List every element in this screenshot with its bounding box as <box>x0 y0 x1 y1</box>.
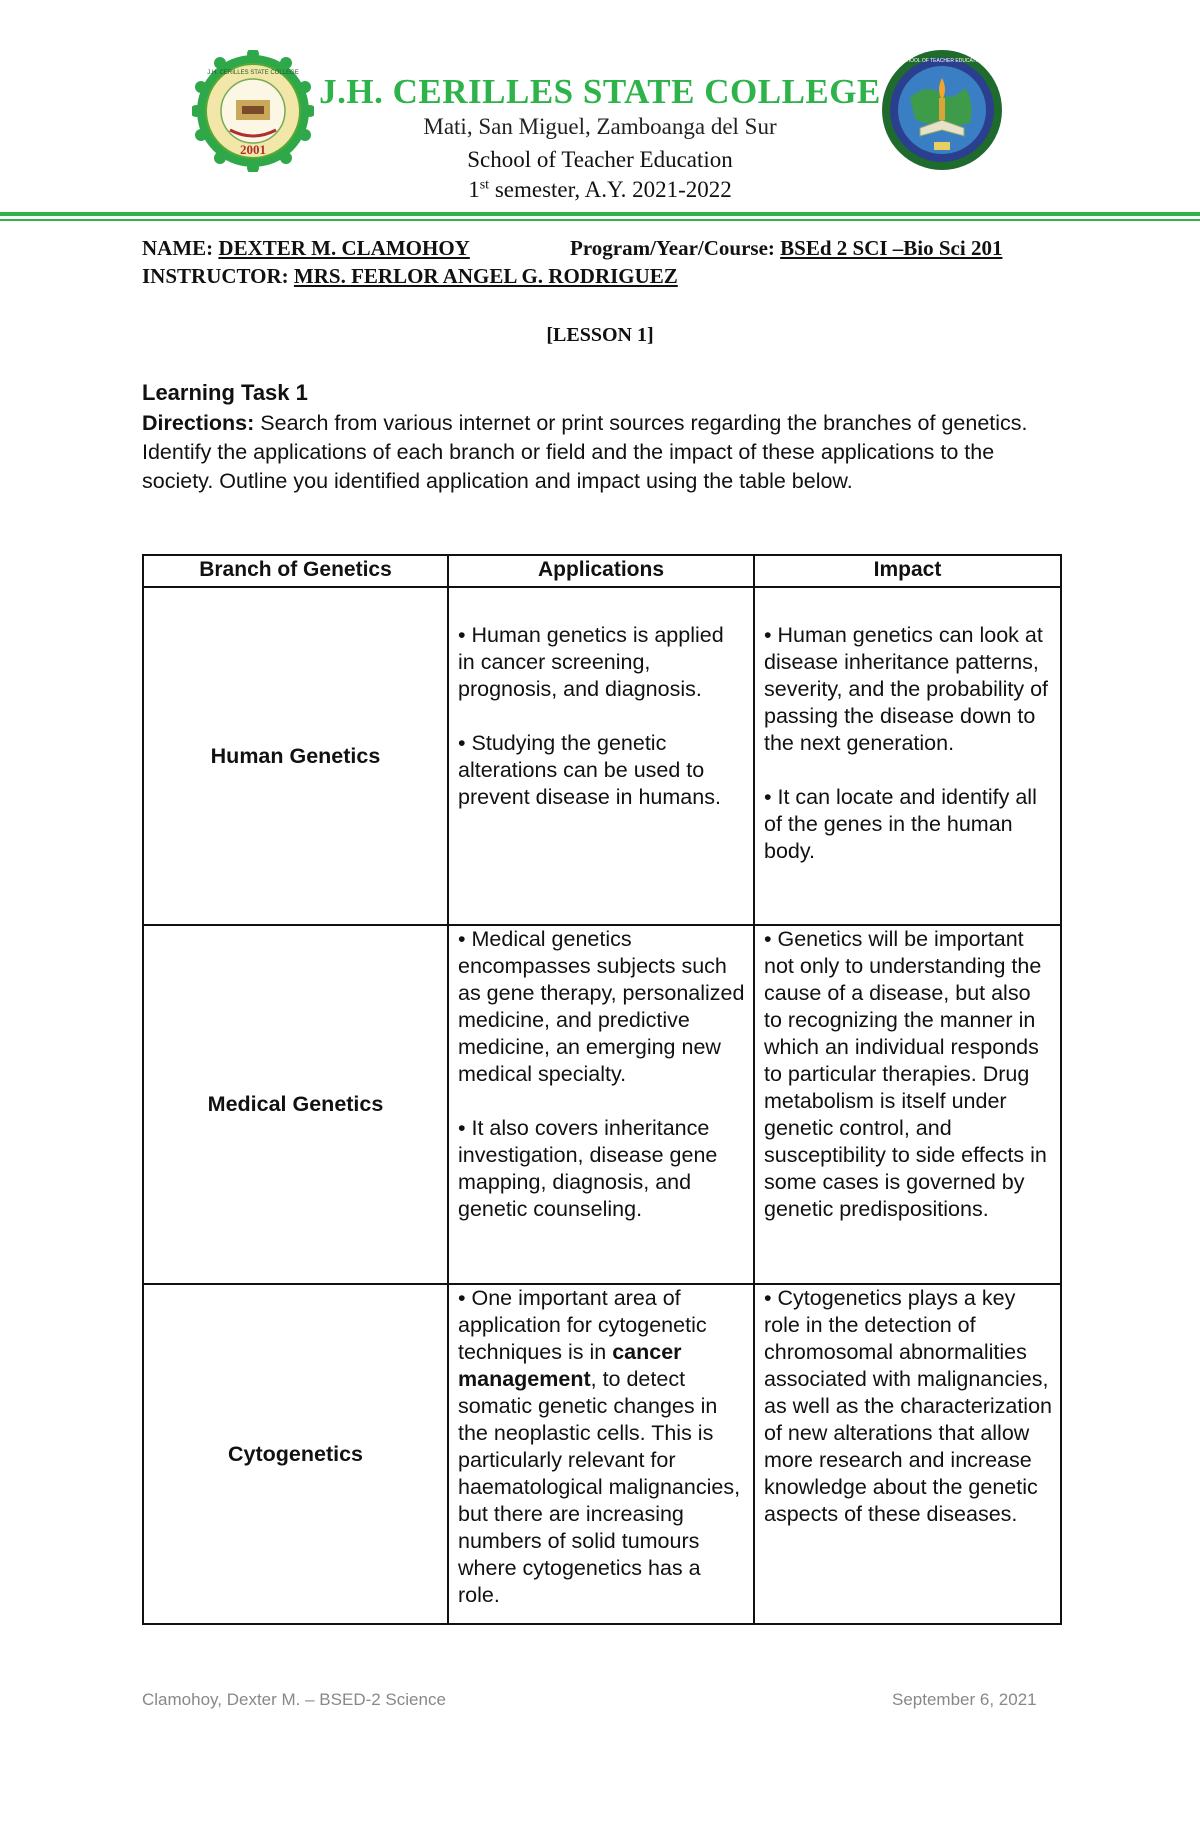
header-divider-thick <box>0 212 1200 216</box>
program-info: Program/Year/Course: BSEd 2 SCI –Bio Sci 201 <box>570 236 1003 260</box>
branch-cell: Cytogenetics <box>143 1284 448 1624</box>
genetics-table <box>142 554 1062 1625</box>
student-name: NAME: DEXTER M. CLAMOHOY <box>142 236 470 260</box>
svg-text:2001: 2001 <box>240 142 266 157</box>
impact-cell: • Genetics will be important not only to understanding the cause of a disease, but also to recognizing the manner in which an individual responds to particular therapies. Drug metabolism is itself under genetic control, and susceptibility to side effects in some cases is governed by genetic predispositions. <box>754 925 1061 1284</box>
header-branch: Branch of Genetics <box>143 555 448 587</box>
college-address: Mati, San Miguel, Zamboanga del Sur <box>423 114 777 139</box>
lesson-heading: [LESSON 1] <box>546 324 654 346</box>
header-impact: Impact <box>754 555 1061 587</box>
table-row <box>143 1284 1061 1624</box>
svg-text:SCHOOL OF TEACHER EDUCATION: SCHOOL OF TEACHER EDUCATION <box>899 58 985 64</box>
impact-cell: • Human genetics can look at disease inheritance patterns, severity, and the probability of passing the disease down to the next generation. • It can locate and identify all of the genes in the human body. <box>754 587 1061 925</box>
applications-cell: • Human genetics is applied in cancer screening, prognosis, and diagnosis. • Studying the genetic alterations can be used to prevent disease in humans. <box>448 587 754 925</box>
applications-cell: • One important area of application for cytogenetic techniques is in cancer management, to detect somatic genetic changes in the neoplastic cells. This is particularly relevant for haematological malignancies, but there are increasing numbers of solid tumours where cytogenetics has a role. <box>448 1284 754 1624</box>
table-row <box>143 587 1061 925</box>
semester-line: 1st semester, A.Y. 2021-2022 <box>468 177 732 202</box>
table-header-row <box>143 555 1061 587</box>
college-name: J.H. CERILLES STATE COLLEGE <box>319 72 881 111</box>
task-directions: Directions: Search from various internet or print sources regarding the branches of genetics. Identify the applications of each branch or field and the impact of these applications to the society. Outline you identified application and impact using the table below. <box>142 411 1028 493</box>
svg-text:J.H. CERILLES STATE COLLEGE: J.H. CERILLES STATE COLLEGE <box>207 70 299 76</box>
footer-date: September 6, 2021 <box>892 1690 1037 1709</box>
applications-cell: • Medical genetics encompasses subjects such as gene therapy, personalized medicine, and predictive medicine, an emerging new medical specialty. • It also covers inheritance investigation, disease gene mapping, diagnosis, and genetic counseling. <box>448 925 754 1284</box>
instructor-info: INSTRUCTOR: MRS. FERLOR ANGEL G. RODRIGUEZ <box>142 264 678 288</box>
table-row <box>143 925 1061 1284</box>
branch-cell: Medical Genetics <box>143 925 448 1284</box>
footer-author: Clamohoy, Dexter M. – BSED-2 Science <box>142 1690 446 1709</box>
branch-cell: Human Genetics <box>143 587 448 925</box>
header-divider-thin <box>0 219 1200 221</box>
impact-cell: • Cytogenetics plays a key role in the detection of chromosomal abnormalities associated with malignancies, as well as the characterization of new alterations that allow more research and increase knowledge about the genetic aspects of these diseases. <box>754 1284 1061 1624</box>
school-name: School of Teacher Education <box>467 147 733 172</box>
task-title: Learning Task 1 <box>142 380 308 405</box>
header-applications: Applications <box>448 555 754 587</box>
